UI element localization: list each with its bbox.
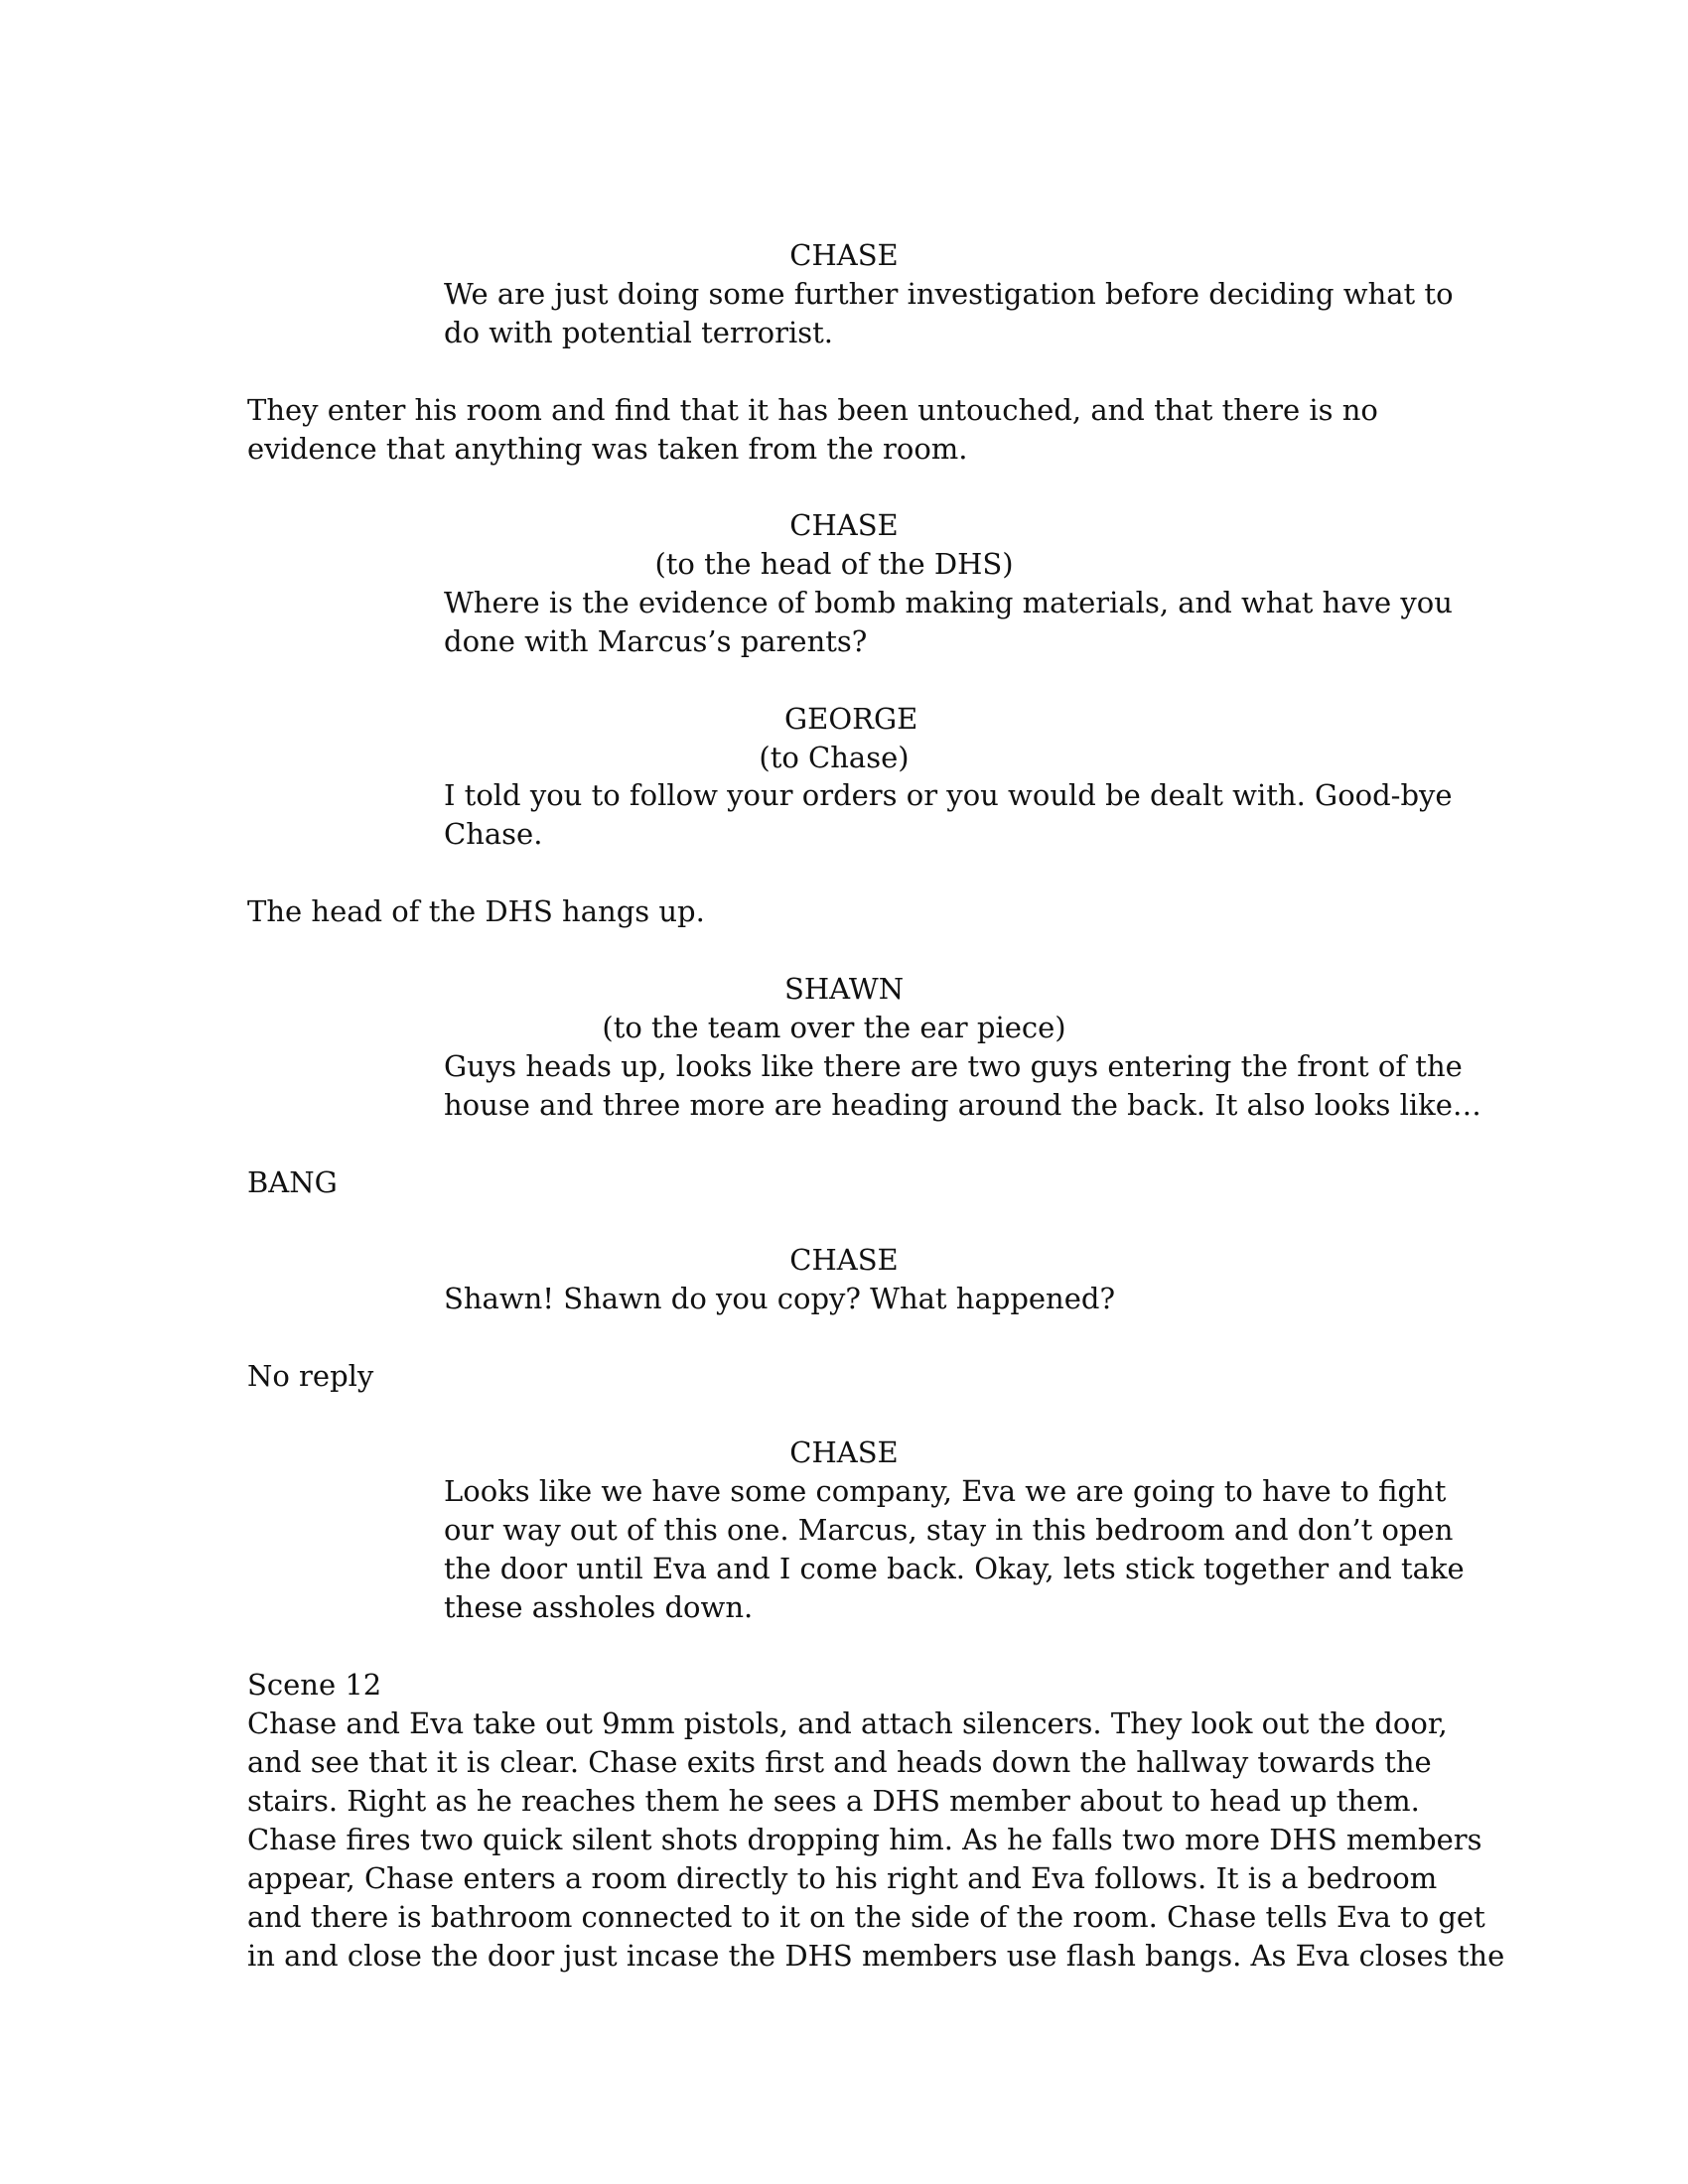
dialogue-line: these assholes down. [444, 1590, 754, 1624]
action-line: in and close the door just incase the DHS members use flash bangs. As Eva closes the [247, 1939, 1505, 1973]
action-line: and see that it is clear. Chase exits first and heads down the hallway towards the [247, 1745, 1432, 1779]
action-paragraph [247, 1163, 1439, 1202]
action-line: and there is bathroom connected to it on the side of the room. Chase tells Eva to get [247, 1900, 1485, 1934]
action-line: evidence that anything was taken from the room. [247, 432, 968, 466]
dialogue [444, 776, 1453, 854]
action-paragraph [247, 391, 1439, 469]
dialogue-line: Shawn! Shawn do you copy? What happened? [444, 1282, 1116, 1315]
action-line: Chase fires two quick silent shots dropping him. As he falls two more DHS members [247, 1823, 1482, 1856]
dialogue-line: Guys heads up, looks like there are two guys entering the front of the [444, 1049, 1463, 1083]
character-cue: CHASE [789, 1435, 899, 1469]
dialogue-line: the door until Eva and I come back. Okay, lets stick together and take [444, 1552, 1465, 1585]
character-cue: CHASE [789, 238, 899, 272]
dialogue-line: Where is the evidence of bomb making materials, and what have you [444, 586, 1453, 619]
dialogue-line: Chase. [444, 817, 543, 851]
parenthetical: (to the team over the ear piece) [602, 1011, 1066, 1044]
character-cue: GEORGE [784, 702, 918, 736]
dialogue-line: do with potential terrorist. [444, 316, 834, 349]
dialogue-line: We are just doing some further investigation before deciding what to [444, 277, 1454, 311]
action-line: The head of the DHS hangs up. [247, 894, 705, 928]
character-cue: SHAWN [784, 972, 905, 1006]
character-cue: CHASE [789, 508, 899, 542]
dialogue-line: Looks like we have some company, Eva we are going to have to fight [444, 1474, 1447, 1508]
action-line: No reply [247, 1359, 374, 1393]
action-paragraph [247, 892, 1439, 931]
dialogue [444, 1280, 1437, 1318]
action-line: BANG [247, 1165, 338, 1199]
dialogue-line: our way out of this one. Marcus, stay in this bedroom and don’t open [444, 1513, 1454, 1547]
dialogue-line: done with Marcus’s parents? [444, 624, 868, 658]
character-cue: CHASE [789, 1243, 899, 1277]
parenthetical: (to the head of the DHS) [654, 547, 1014, 581]
dialogue [444, 584, 1453, 661]
scene-heading: Scene 12 [247, 1668, 382, 1702]
action-line: stairs. Right as he reaches them he sees a DHS member about to head up them. [247, 1784, 1420, 1818]
scene-paragraph [247, 1666, 1505, 1976]
parenthetical: (to Chase) [759, 741, 910, 774]
dialogue-line: house and three more are heading around the back. It also looks like… [444, 1088, 1481, 1122]
action-line: Chase and Eva take out 9mm pistols, and attach silencers. They look out the door, [247, 1706, 1448, 1740]
dialogue [444, 1047, 1481, 1125]
dialogue-line: I told you to follow your orders or you would be dealt with. Good-bye [444, 778, 1453, 812]
dialogue [444, 275, 1454, 352]
action-paragraph [247, 1357, 1439, 1396]
action-line: They enter his room and find that it has been untouched, and that there is no [247, 393, 1378, 427]
dialogue [444, 1472, 1465, 1627]
action-line: appear, Chase enters a room directly to his right and Eva follows. It is a bedroom [247, 1861, 1438, 1895]
